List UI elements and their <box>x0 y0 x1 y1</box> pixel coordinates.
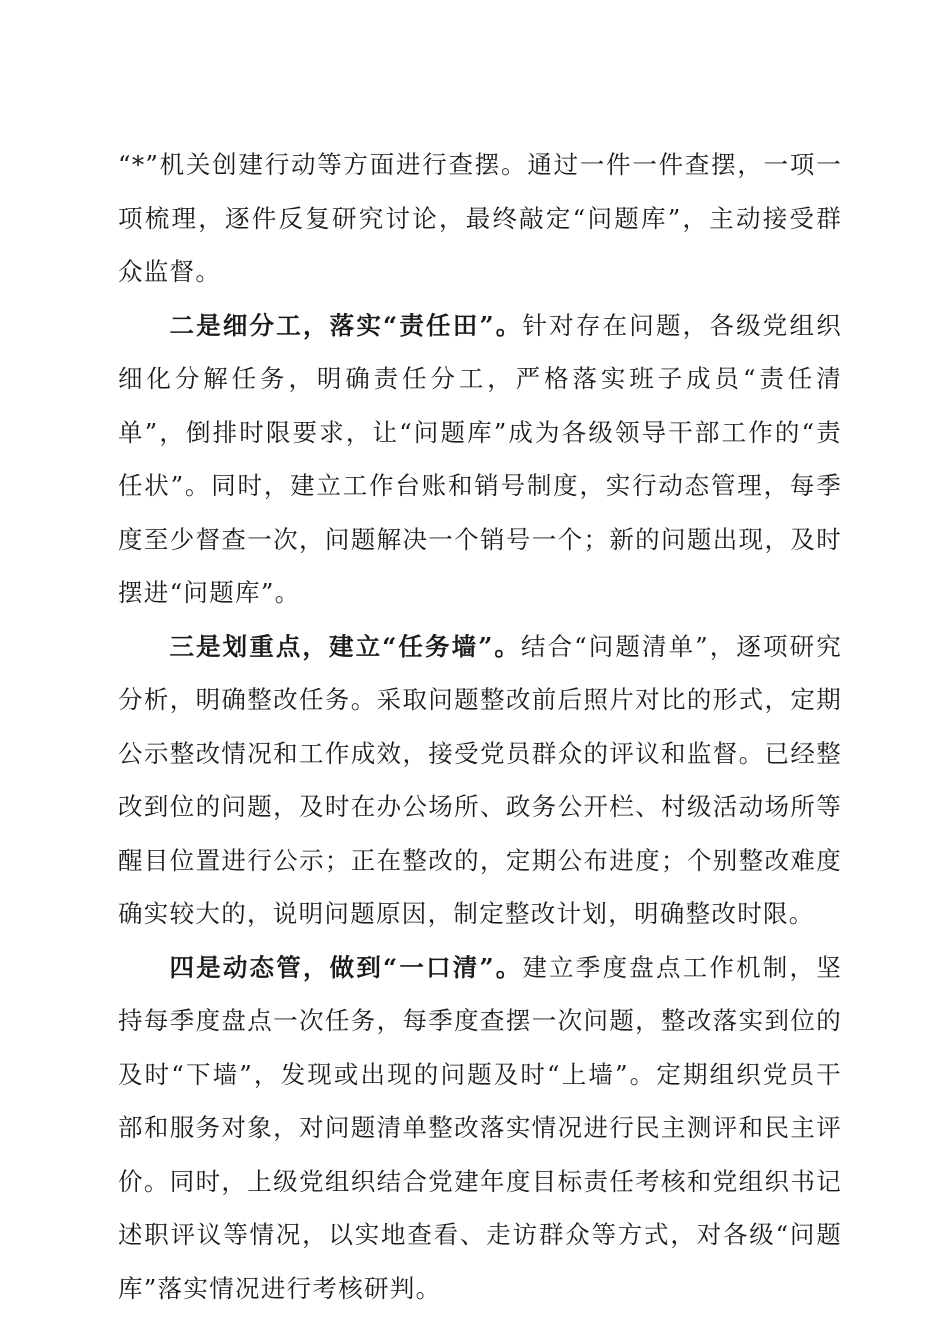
paragraph-division-of-labor <box>118 299 842 620</box>
paragraph-dynamic-management <box>118 941 842 1316</box>
paragraph-heading: 三是划重点，建立“任务墙”。 <box>169 631 521 661</box>
paragraph-continuation <box>118 138 842 299</box>
document-body <box>118 138 842 1315</box>
paragraph-heading: 四是动态管，做到“一口清”。 <box>169 952 523 982</box>
paragraph-text: 针对存在问题，各级党组织细化分解任务，明确责任分工，严格落实班子成员“责任清单”，倒排时限要求，让“问题库”成为各级领导干部工作的“责任状”。同时，建立工作台账和销号制度，实行动态管理，每季度至少督查一次，问题解决一个销号一个；新的问题出现，及时摆进“问题库”。 <box>118 310 843 607</box>
paragraph-text: 建立季度盘点工作机制，坚持每季度盘点一次任务，每季度查摆一次问题，整改落实到位的及时“下墙”，发现或出现的问题及时“上墙”。定期组织党员干部和服务对象，对问题清单整改落实情况进行民主测评和民主评价。同时，上级党组织结合党建年度目标责任考核和党组织书记述职评议等情况，以实地查看、走访群众等方式，对各级“问题库”落实情况进行考核研判。 <box>118 952 842 1303</box>
paragraph-text: 结合“问题清单”，逐项研究分析，明确整改任务。采取问题整改前后照片对比的形式，定期公示整改情况和工作成效，接受党员群众的评议和监督。已经整改到位的问题，及时在办公场所、政务公开栏、村级活动场所等醒目位置进行公示；正在整改的，定期公布进度；个别整改难度确实较大的，说明问题原因，制定整改计划，明确整改时限。 <box>118 631 842 928</box>
paragraph-heading: 二是细分工，落实“责任田”。 <box>169 310 523 340</box>
paragraph-task-wall <box>118 620 842 941</box>
paragraph-text: “*”机关创建行动等方面进行查摆。通过一件一件查摆，一项一项梳理，逐件反复研究讨论，最终敲定“问题库”，主动接受群众监督。 <box>118 150 842 286</box>
